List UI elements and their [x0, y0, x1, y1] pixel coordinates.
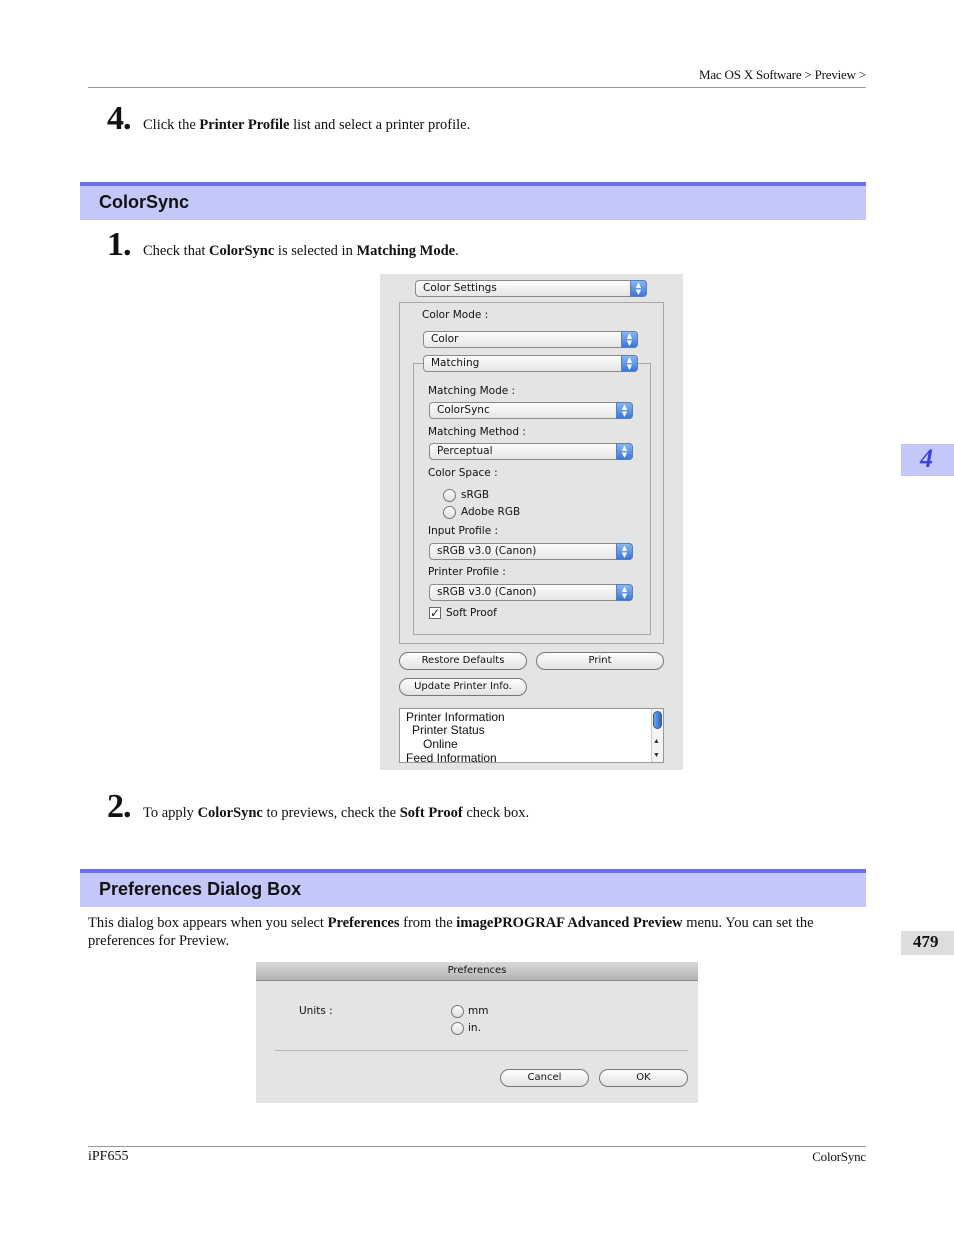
list-scrollbar[interactable] [651, 709, 663, 762]
popup-label: sRGB v3.0 (Canon) [437, 545, 537, 557]
printer-profile-popup[interactable] [429, 584, 633, 601]
section-banner-preferences [80, 869, 866, 907]
update-printer-info-button[interactable]: Update Printer Info. [399, 678, 527, 696]
text-segment: To apply [143, 805, 198, 821]
footer-rule [88, 1146, 866, 1147]
restore-defaults-button[interactable]: Restore Defaults [399, 652, 527, 670]
text-segment: menu. You can set the preferences for Preview. [88, 915, 814, 949]
popup-label: sRGB v3.0 (Canon) [437, 586, 537, 598]
text-bold: Preferences [327, 915, 400, 931]
step-number: 1. [107, 226, 131, 263]
scroll-up-arrow-icon[interactable]: ▲ [653, 737, 660, 745]
text-bold: ColorSync [209, 243, 275, 259]
radio-in-label: in. [468, 1022, 481, 1034]
radio-mm-label: mm [468, 1005, 489, 1017]
popup-label: ColorSync [437, 404, 490, 416]
text-segment: Check that [143, 243, 210, 259]
printer-info-list[interactable] [399, 708, 664, 763]
popup-arrows-icon: ▲ ▼ [621, 331, 638, 348]
radio-adobe-rgb[interactable] [443, 506, 456, 519]
radio-adobe-rgb-label: Adobe RGB [461, 506, 521, 518]
step-2 [107, 788, 529, 826]
list-item[interactable]: Printer Status [412, 723, 485, 737]
radio-srgb[interactable] [443, 489, 456, 502]
text-segment: from the [399, 915, 457, 931]
list-item[interactable]: Printer Information [406, 710, 505, 724]
chapter-tab [901, 444, 954, 476]
popup-arrows-icon: ▲ ▼ [616, 402, 633, 419]
color-mode-popup[interactable] [423, 331, 638, 348]
breadcrumb: Mac OS X Software > Preview > [699, 67, 866, 82]
popup-label: Color Settings [423, 282, 497, 294]
section-title: Preferences Dialog Box [99, 879, 302, 899]
matching-method-popup[interactable] [429, 443, 633, 460]
popup-arrows-icon: ▲ ▼ [630, 280, 647, 297]
input-profile-popup[interactable] [429, 543, 633, 560]
matching-mode-popup[interactable] [429, 402, 633, 419]
soft-proof-checkbox[interactable]: ✓ [430, 606, 441, 620]
text-segment: . [455, 243, 459, 259]
color-settings-popup[interactable] [415, 280, 647, 297]
text-segment: This dialog box appears when you select [88, 915, 328, 931]
page-number-tab [901, 931, 954, 955]
page-number: 479 [913, 932, 939, 951]
scrollbar-thumb[interactable] [653, 711, 662, 729]
color-settings-dialog [380, 274, 683, 770]
popup-arrows-icon: ▲ ▼ [621, 355, 638, 372]
ok-button[interactable]: OK [599, 1069, 688, 1087]
text-bold: Soft Proof [399, 805, 463, 821]
popup-arrows-icon: ▲ ▼ [616, 584, 633, 601]
radio-mm[interactable] [451, 1005, 464, 1018]
text-bold: imagePROGRAF Advanced Preview [456, 915, 683, 931]
color-mode-label: Color Mode : [422, 309, 489, 321]
popup-arrows-icon: ▲ ▼ [616, 543, 633, 560]
chapter-number: 4 [920, 444, 933, 473]
header-rule [88, 87, 866, 88]
text-bold: ColorSync [197, 805, 263, 821]
step-1 [107, 226, 459, 264]
footer-section: ColorSync [812, 1149, 866, 1164]
text-segment: is selected in [274, 243, 357, 259]
popup-arrows-icon: ▲ ▼ [616, 443, 633, 460]
step-text [143, 117, 470, 134]
matching-popup[interactable] [423, 355, 638, 372]
printer-profile-label: Printer Profile : [428, 566, 506, 578]
scroll-down-arrow-icon[interactable]: ▼ [653, 751, 660, 759]
dialog-separator [275, 1050, 688, 1051]
radio-srgb-label: sRGB [461, 489, 490, 501]
step-number: 4. [107, 100, 131, 137]
matching-mode-label: Matching Mode : [428, 385, 516, 397]
preferences-description [88, 914, 858, 950]
footer-model: iPF655 [88, 1149, 129, 1164]
list-item[interactable]: Online [423, 737, 458, 751]
step-number: 2. [107, 788, 131, 825]
text-segment: to previews, check the [262, 805, 400, 821]
popup-label: Color [431, 333, 459, 345]
text-segment: list and select a printer profile. [289, 117, 471, 133]
section-title: ColorSync [99, 192, 190, 212]
step-4 [107, 100, 470, 138]
preferences-dialog [256, 962, 698, 1103]
matching-method-label: Matching Method : [428, 426, 526, 438]
radio-in[interactable] [451, 1022, 464, 1035]
text-segment: Click the [143, 117, 200, 133]
input-profile-label: Input Profile : [428, 525, 499, 537]
soft-proof-label: Soft Proof [446, 607, 497, 619]
step-text [143, 805, 529, 822]
cancel-button[interactable]: Cancel [500, 1069, 589, 1087]
dialog-title-bar: Preferences [256, 962, 698, 981]
step-text [143, 243, 459, 260]
color-space-label: Color Space : [428, 467, 498, 479]
print-button[interactable]: Print [536, 652, 664, 670]
popup-label: Matching [431, 357, 480, 369]
text-bold: Matching Mode [356, 243, 456, 259]
text-bold: Printer Profile [199, 117, 290, 133]
section-banner-colorsync [80, 182, 866, 220]
text-segment: check box. [462, 805, 530, 821]
popup-label: Perceptual [437, 445, 493, 457]
list-item[interactable]: Feed Information [406, 751, 497, 763]
units-label: Units : [299, 1005, 333, 1017]
